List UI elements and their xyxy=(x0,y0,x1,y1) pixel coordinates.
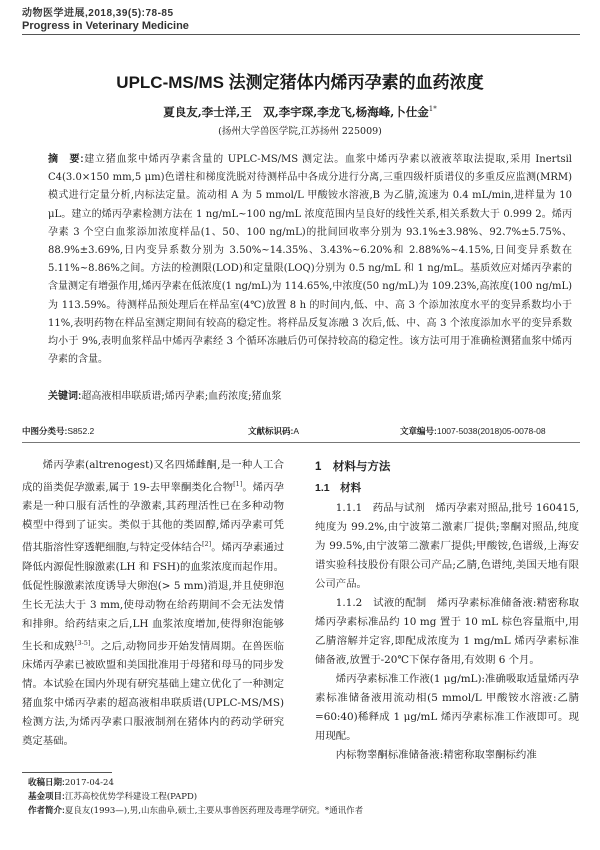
clc-number xyxy=(22,425,94,437)
abstract-label: 摘 要: xyxy=(48,154,84,165)
author-mark: 1* xyxy=(428,105,437,114)
abstract-text: 建立猪血浆中烯丙孕素含量的 UPLC-MS/MS 测定法。血浆中烯丙孕素以液液萃取法提取,采用 Inertsil C4(3.0×150 mm,5 μm)色谱柱和梯度洗脱对待测样品中各成分进行分离,三重四级杆质谱仪的多重反应监测(MRM)模式进行定量分析,内标法定量。流动相 A 为 5 mmol/L 甲酸铵水溶液,B 为乙腈,流速为 0.4 mL/min,进样量为 10 μL。建立的烯丙孕素检测方法在 1 ng/mL~100 ng/mL 浓度范围内呈良好的线性关系,相关系数大于 0.999 2。烯丙孕素 3 个空白血浆添加浓度样品(1、50、100 ng/mL)的批间回收率分别为 93.1%±3.98%、92.7%±5.75%、88.9%±3.69%,日内变异系数分别为 3.50%~14.35%、3.43%~6.20%和 2.88%%~4.15%,日间变异系数在 5.11%~8.86%之间。方法的检测限(LOD)和定量限(LOQ)分别为 0.5 ng/mL 和 1 ng/mL。基质效应对烯丙孕素的含量测定有增强作用,烯丙孕素在低浓度(1 ng/mL)为 114.65%,中浓度(50 ng/mL)为 109.23%,高浓度(100 ng/mL)为 113.59%。待测样品预处理后在样品室(4℃)放置 8 h 的时间内,低、中、高 3 个添加浓度水平的变异系数均小于 11%,表明药物在样品室测定期间有较高的稳定性。将样品反复冻融 3 次后,低、中、高 3 个浓度添加水平的变异系数均小于 9%,表明血浆样品中烯丙孕素经 3 个循环冻融后仍可保持较高的稳定性。该方法可用于准确检测猪血浆中烯丙孕素的含量。 xyxy=(48,154,572,366)
abstract xyxy=(48,151,572,369)
intro-text-4: 。之后,动物同步开始发情周期。在兽医临床烯丙孕素已被欧盟和美国批准用于母猪和母马的同步发情。本试验在国内外现有研究基础上建立优化了一种测定猪血浆中烯丙孕素的超高液相串联质谱(UPLC-MS/MS)检测方法,为烯丙孕素口服液制剂在猪体内的药动学研究奠定基础。 xyxy=(22,640,284,748)
fund-project xyxy=(28,790,578,804)
author-bio xyxy=(28,804,578,818)
author-list xyxy=(0,104,600,120)
journal-name-en: Progress in Veterinary Medicine xyxy=(22,20,189,32)
affiliation: (扬州大学兽医学院,江苏扬州 225009) xyxy=(218,126,382,137)
received-date xyxy=(28,776,578,790)
intro-text-1: 烯丙孕素(altrenogest)又名四烯雌酮,是一种人工合成的甾类促孕激素,属于 19-去甲睾酮类化合物 xyxy=(22,459,284,494)
section-heading: 1 材料与方法 xyxy=(315,461,391,473)
citation-ref: [3-5] xyxy=(74,638,91,647)
received-value: 2017-04-24 xyxy=(64,778,114,788)
clc-value: S852.2 xyxy=(67,426,95,436)
fund-label: 基金项目: xyxy=(28,791,65,802)
footnotes xyxy=(28,776,578,819)
keywords-text: 超高液相串联质谱;烯丙孕素;血药浓度;猪血浆 xyxy=(81,391,282,402)
corresponding-author: *通讯作者 xyxy=(324,806,364,817)
article-title: UPLC-MS/MS 法测定猪体内烯丙孕素的血药浓度 xyxy=(116,73,484,92)
reagents-paragraph: 1.1.1 药品与试剂 烯丙孕素对照品,批号 160415,纯度为 99.2%,由宁波第二激素厂提供;睾酮对照品,纯度为 99.5%,由宁波第二激素厂提供;甲酸铵,色谱级,上海安谱实验科技股份有限公司产品;乙腈,色谱纯,美国天地有限公司产品。 xyxy=(315,502,579,590)
bio-value: 夏良友(1993—),男,山东曲阜,硕士,主要从事兽医药理及毒理学研究。 xyxy=(64,806,325,817)
bio-label: 作者简介: xyxy=(28,805,65,816)
intro-text-2: 。烯丙孕素是一种口服有活性的孕激素,其药理活性已在多种动物模型中得到了证实。类似于其他的类固醇,烯丙孕素可凭借其脂溶性穿透靶细胞,与特定受体结合 xyxy=(22,481,284,554)
article-number-label: 文章编号: xyxy=(400,426,437,436)
body-left-column xyxy=(22,456,284,751)
keywords-label: 关键词: xyxy=(48,391,82,402)
clc-label: 中图分类号: xyxy=(22,426,68,436)
citation-ref: [1] xyxy=(233,480,243,488)
meta-divider xyxy=(22,442,580,443)
internal-standard-paragraph: 内标物睾酮标准储备液:精密称取睾酮标约准 xyxy=(335,749,537,761)
doc-code-label: 文献标识码: xyxy=(248,426,294,436)
authors-text: 夏良友,李士洋,王 双,李宇琛,李龙飞,杨海峰,卜仕金 xyxy=(163,105,429,119)
body-right-column xyxy=(315,456,579,765)
citation-ref: [2] xyxy=(202,540,212,549)
intro-paragraph xyxy=(22,456,284,751)
solution-prep-paragraph: 1.1.2 试液的配制 烯丙孕素标准储备液:精密称取烯丙孕素标准品约 10 mg 置于 10 mL 棕色容量瓶中,用乙腈溶解并定容,即配成浓度为 1 mg/mL 烯丙孕素标准储备液,放置于-20℃下保存备用,有效期 6 个月。 xyxy=(315,597,579,666)
footnote-rule xyxy=(22,772,112,773)
fund-value: 江苏高校优势学科建设工程(PAPD) xyxy=(64,792,198,803)
subsection-heading: 1.1 材料 xyxy=(315,482,362,494)
working-solution-paragraph: 烯丙孕素标准工作液(1 μg/mL):准确吸取适量烯丙孕素标准储备液用流动相(5 mmol/L 甲酸铵水溶液:乙腈=60:40)稀释成 1 μg/mL 烯丙孕素标准工作液即可。现用现配。 xyxy=(315,673,579,742)
article-number-value: 1007-5038(2018)05-0078-08 xyxy=(436,426,546,436)
intro-text-3: 。烯丙孕素通过降低内源促性腺激素(LH 和 FSH)的血浆浓度而起作用。低促性腺激素浓度诱导大卵泡(> 5 mm)消退,并且使卵泡生长无法大于 3 mm,使母动物在给药期间不会无法发情和排卵。给药结束之后,LH 血浆浓度增加,使得卵泡能够生长和成熟 xyxy=(22,541,284,653)
article-number xyxy=(400,425,546,437)
journal-header xyxy=(22,4,582,32)
header-rule xyxy=(22,34,580,35)
doc-code-value: A xyxy=(293,426,300,436)
received-label: 收稿日期: xyxy=(28,777,65,787)
keywords xyxy=(48,389,572,405)
document-code xyxy=(248,425,299,437)
journal-citation: 动物医学进展,2018,39(5):78-85 xyxy=(22,8,174,19)
